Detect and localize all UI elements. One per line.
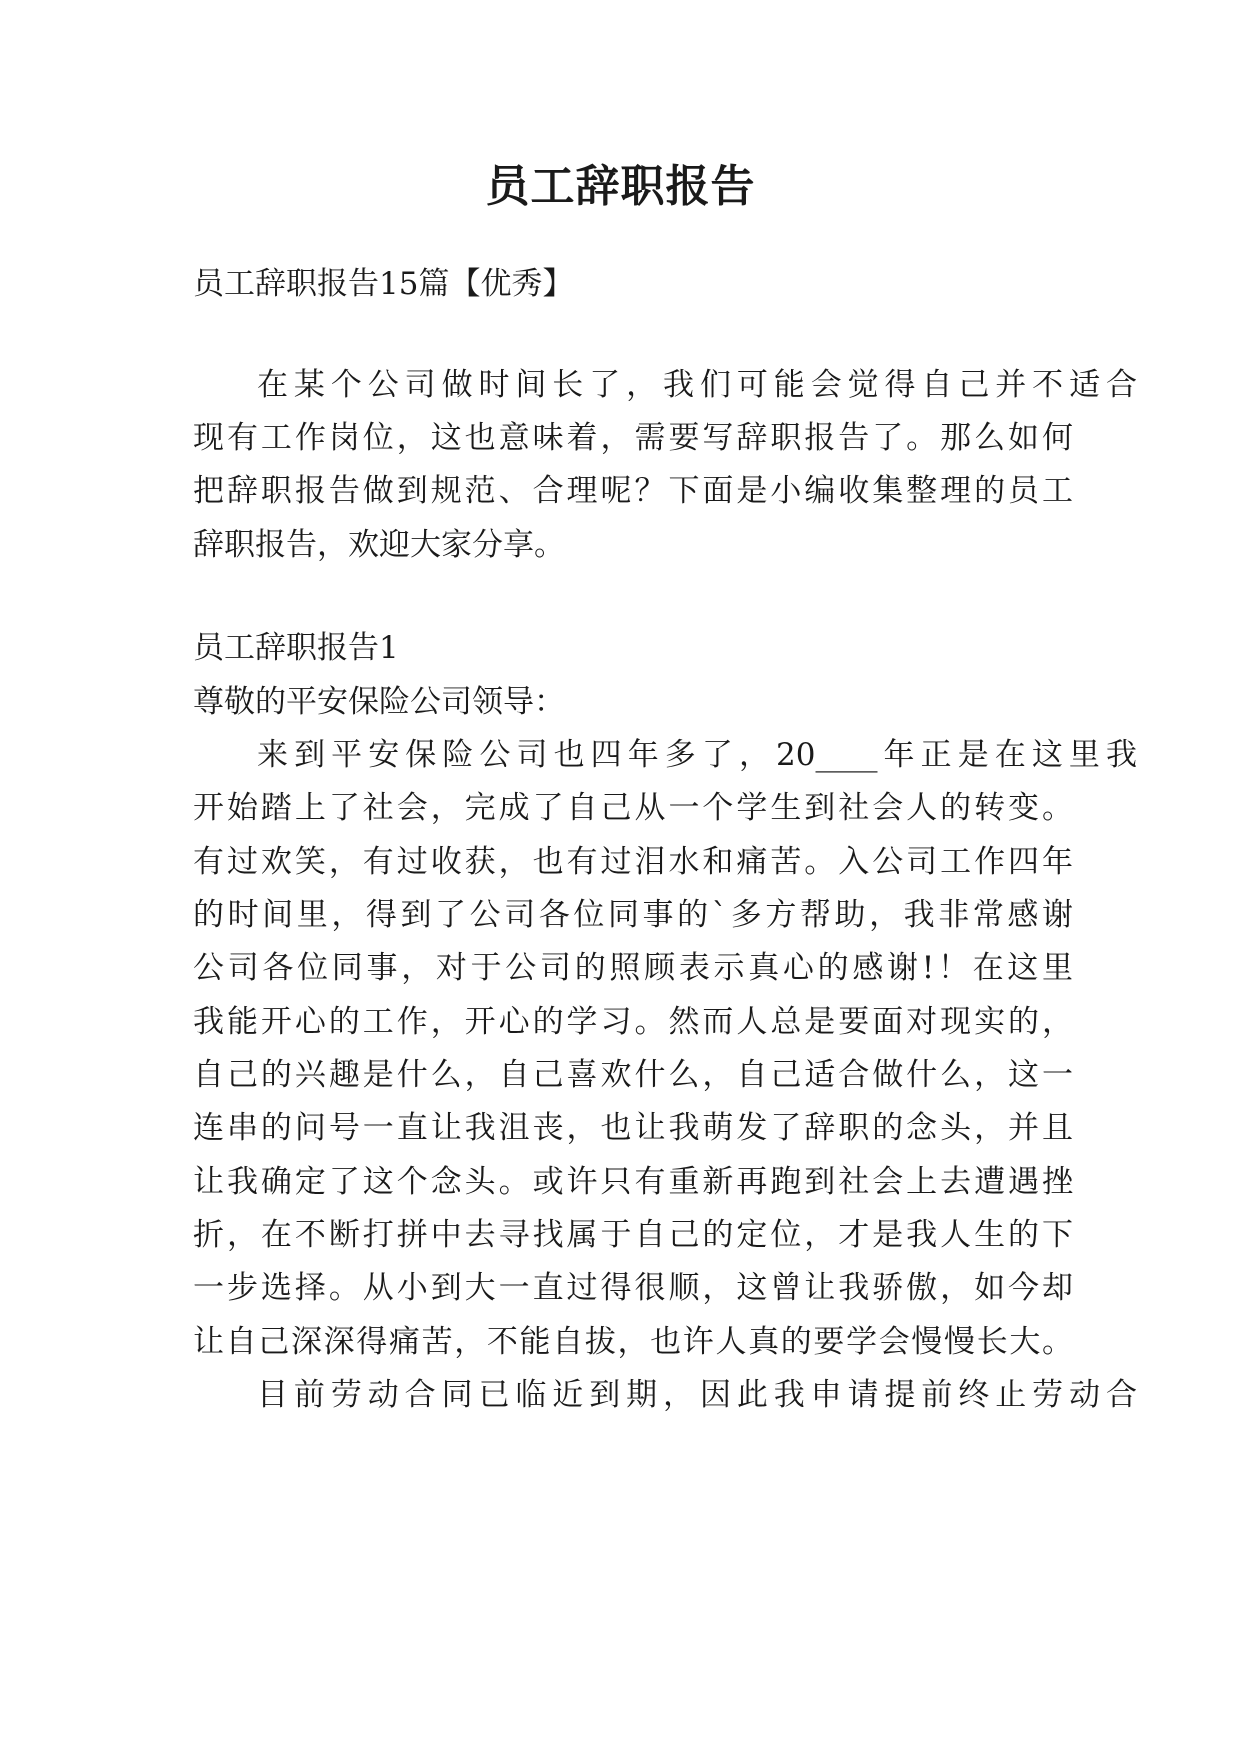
body-line: 让我确定了这个念头。或许只有重新再跑到社会上去遭遇挫 (193, 1164, 1073, 1200)
body-line: 的时间里，得到了公司各位同事的`多方帮助，我非常感谢 (193, 897, 1073, 933)
body-line: 来到平安保险公司也四年多了，20____年正是在这里我 (257, 737, 1137, 773)
closing-line: 目前劳动合同已临近到期，因此我申请提前终止劳动合 (257, 1377, 1137, 1413)
section-heading: 员工辞职报告1 (193, 630, 399, 666)
salutation: 尊敬的平安保险公司领导： (193, 684, 565, 720)
body-line: 有过欢笑，有过收获，也有过泪水和痛苦。入公司工作四年 (193, 844, 1073, 880)
intro-line: 辞职报告，欢迎大家分享。 (193, 527, 565, 563)
body-line: 连串的问号一直让我沮丧，也让我萌发了辞职的念头，并且 (193, 1110, 1073, 1146)
intro-line: 在某个公司做时间长了，我们可能会觉得自己并不适合 (257, 367, 1137, 403)
body-line: 我能开心的工作，开心的学习。然而人总是要面对现实的， (193, 1004, 1073, 1040)
intro-line: 把辞职报告做到规范、合理呢？下面是小编收集整理的员工 (193, 473, 1073, 509)
body-line: 开始踏上了社会，完成了自己从一个学生到社会人的转变。 (193, 790, 1073, 826)
document-title: 员工辞职报告 (485, 161, 756, 212)
intro-line: 现有工作岗位，这也意味着，需要写辞职报告了。那么如何 (193, 420, 1073, 456)
body-line: 公司各位同事，对于公司的照顾表示真心的感谢!！在这里 (193, 950, 1073, 986)
body-line: 一步选择。从小到大一直过得很顺，这曾让我骄傲，如今却 (193, 1270, 1073, 1306)
body-line: 自己的兴趣是什么，自己喜欢什么，自己适合做什么，这一 (193, 1057, 1073, 1093)
body-line: 折，在不断打拼中去寻找属于自己的定位，才是我人生的下 (193, 1217, 1073, 1253)
document-subtitle: 员工辞职报告15篇【优秀】 (193, 266, 574, 302)
body-line: 让自己深深得痛苦，不能自拔，也许人真的要学会慢慢长大。 (193, 1324, 1073, 1360)
